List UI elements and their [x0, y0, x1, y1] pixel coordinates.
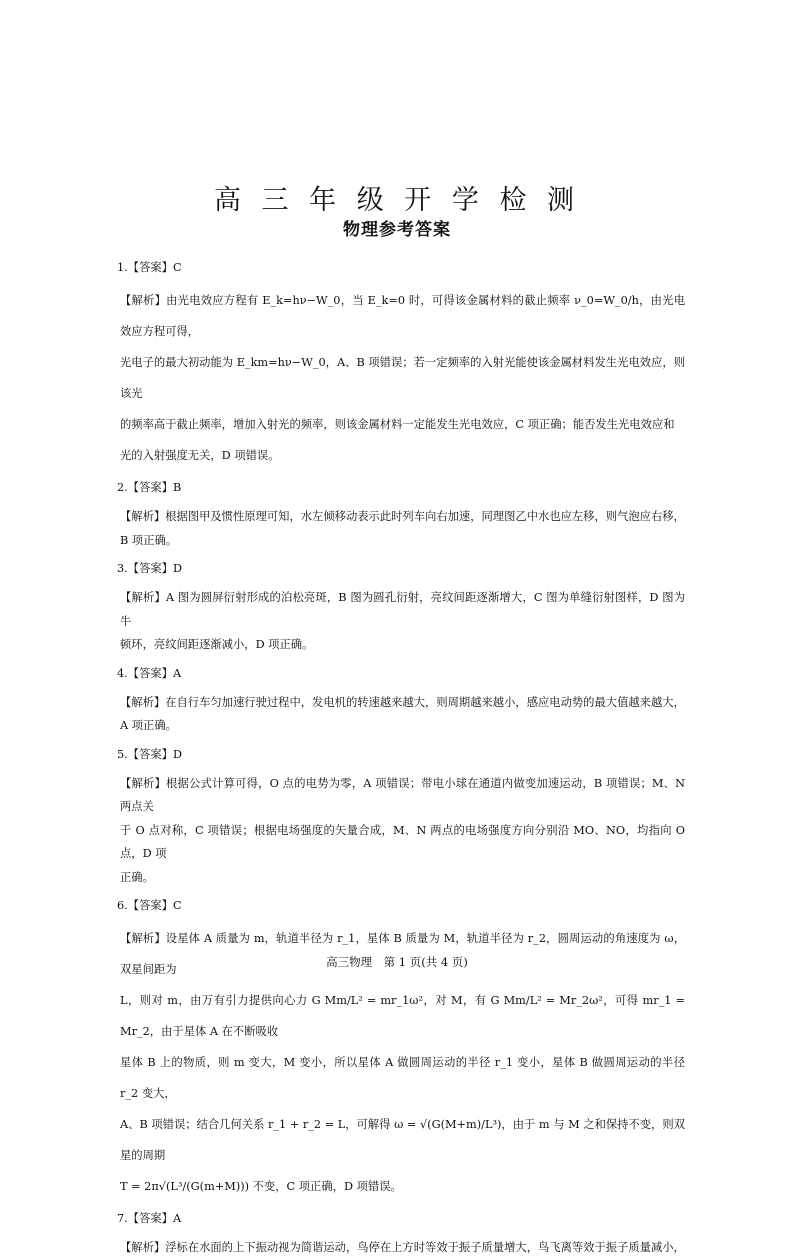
page-footer: 高三物理 第 1 页(共 4 页)	[326, 955, 468, 969]
page-subtitle: 物理参考答案	[343, 220, 451, 240]
explanation-5: 【解析】根据公式计算可得，O 点的电势为零，A 项错误；带电小球在通道内做变加速运动，B 项错误；M、N 两点关 于 O 点对称，C 项错误；根据电场强度的矢量合成，M、N 两点的电场强度方向分别沿 MO、NO，均指向 O 点，D 项 正确。	[120, 776, 685, 884]
answer-7: 7.【答案】A	[117, 1212, 182, 1225]
page-title: 高 三 年 级 开 学 检 测	[213, 185, 581, 216]
answer-2: 2.【答案】B	[117, 481, 182, 494]
explanation-3: 【解析】A 图为圆屏衍射形成的泊松亮斑，B 图为圆孔衍射，亮纹间距逐渐增大，C 图为单缝衍射图样，D 图为牛 顿环，亮纹间距逐渐减小，D 项正确。	[120, 591, 685, 651]
explanation-4: 【解析】在自行车匀加速行驶过程中，发电机的转速越来越大，则周期越来越小，感应电动势的最大值越来越大， A 项正确。	[120, 695, 685, 732]
answer-6: 6.【答案】C	[117, 899, 182, 912]
explanation-1-text: 【解析】由光电效应方程有 E_k=hν−W_0，当 E_k=0 时，可得该金属材料的截止频率 ν_0=W_0/h，由光电效应方程可得，	[120, 294, 685, 338]
answer-5: 5.【答案】D	[117, 747, 183, 761]
explanation-6: 【解析】设星体 A 质量为 m，轨道半径为 r_1，星体 B 质量为 M，轨道半径为 r_2，圆周运动的角速度为 ω，双星间距为 L，则对 m，由万有引力提供向心力 G Mm/L² = mr_1ω²，对 M，有 G Mm/L² = Mr_2ω²，可得 mr_1 = Mr_2，由于星体 A 在不断吸收 星体 B 上的物质，则 m 变大，M 变小，所以星体 A 做圆周运动的半径 r_1 变小，星体 B 做圆周运动的半径 r_2 变大， A、B 项错误；结合几何关系 r_1 + r_2 = L，可解得 ω = √(G(M+m)/L³)，由于 m 与 M 之和保持不变，则双星的周期 T = 2π√(L³/(G(m+M))) 不变，C 项正确，D 项错误。	[120, 932, 685, 1193]
explanation-1: 【解析】由光电效应方程有 E_k=hν−W_0，当 E_k=0 时，可得该金属材料的截止频率 ν_0=W_0/h，由光电效应方程可得， 光电子的最大初动能为 E_km=hν−W_0，A、B 项错误；若一定频率的入射光能使该金属材料发生光电效应，则该光 的频率高于截止频率，增加入射光的频率，则该金属材料一定能发生光电效应，C 项正确；能否发生光电效应和 光的入射强度无关，D 项错误。	[120, 294, 685, 462]
answer-3: 3.【答案】D	[117, 562, 183, 575]
explanation-7: 【解析】浮标在水面的上下振动视为简谐运动，鸟停在上方时等效于振子质量增大，鸟飞离等效于振子质量减小，	[120, 1241, 685, 1254]
explanation-2: 【解析】根据图甲及惯性原理可知，水左倾移动表示此时列车向右加速，同理图乙中水也应左移，则气泡应右移， B 项正确。	[120, 510, 685, 547]
answer-1: 1.【答案】C	[117, 261, 182, 274]
answer-4: 4.【答案】A	[117, 666, 182, 680]
answer-list	[117, 255, 685, 1260]
